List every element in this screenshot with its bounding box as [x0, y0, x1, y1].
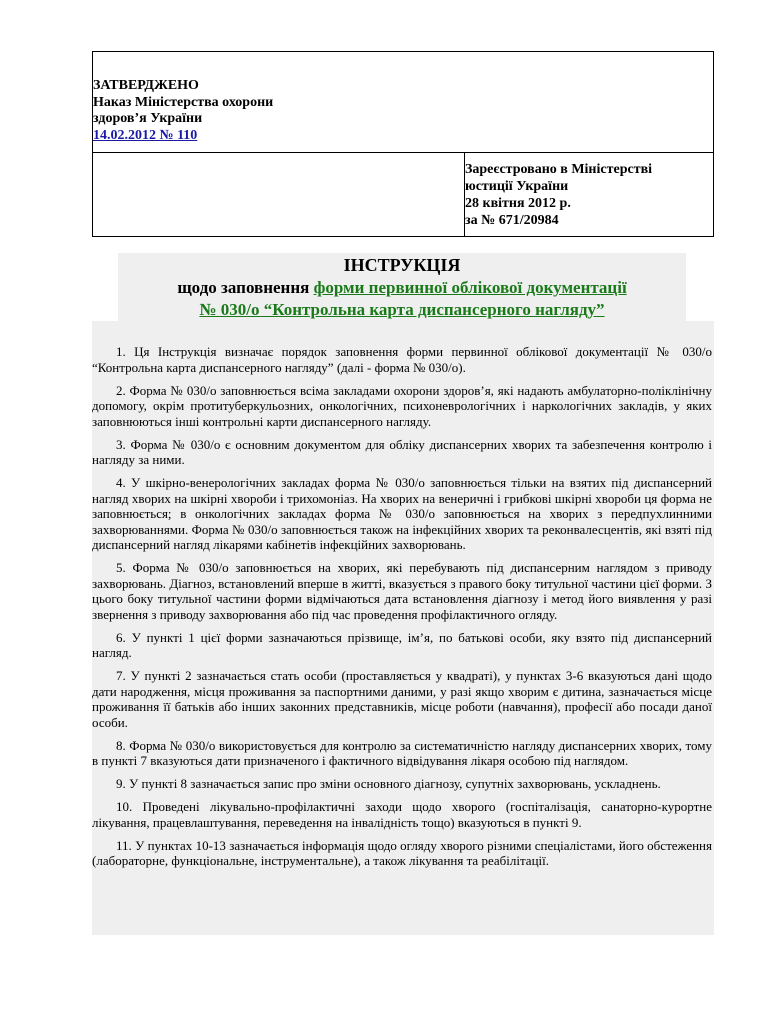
approved-issuer-line1: Наказ Міністерства охорони: [93, 94, 274, 110]
registered-line2: юстиції України: [465, 179, 569, 194]
empty-cell: [93, 153, 465, 236]
document-title: [118, 253, 686, 323]
paragraph-2: 2. Форма № 030/о заповнюється всіма закладами охорони здоров’я, які надають амбулаторно-поліклінічну допомогу, окрім протитуберкульозних, онкологічних, психоневрологічних і наркологічних закладів, у яких заповнюються інші контрольні карти диспансерного нагляду.: [92, 382, 712, 429]
approval-cell: [93, 52, 713, 153]
paragraph-6: 6. У пункті 1 цієї форми зазначаються прізвище, ім’я, по батькові особи, яку взято під диспансерний нагляд.: [92, 629, 712, 660]
paragraph-8: 8. Форма № 030/о використовується для контролю за систематичністю нагляду диспансерних хворих, тому в пункті 7 вказуються дати призначеного і фактичного відвідування лікаря особою під наглядом.: [92, 737, 712, 768]
registration-stamp: [465, 161, 652, 229]
paragraph-3: 3. Форма № 030/о є основним документом для обліку диспансерних хворих та забезпечення контролю і нагляду за ними.: [92, 436, 712, 467]
approval-stamp: [93, 78, 273, 144]
paragraph-4: 4. У шкірно-венерологічних закладах форма № 030/о заповнюється тільки на взятих під диспансерний нагляд хворих на шкірні хвороби і трихомоніаз. На хворих на венеричні і грибкові шкірні хвороби ця форма не заповнюється; в онкологічних закладах форма № 030/о заповнюється на хворих з передпухлинними захворюваннями. Форма № 030/о заповнюється також на інфекційних хворих та реконвалесцентів, які взяті під диспансерний нагляд лікарями кабінетів інфекційних захворювань.: [92, 475, 712, 552]
instruction-body: [92, 321, 714, 935]
registered-line3: 28 квітня 2012 р.: [465, 196, 571, 211]
paragraph-1: 1. Ця Інструкція визначає порядок заповнення форми первинної облікової документації № 030/о “Контрольна карта диспансерного нагляду” (далі - форма № 030/о).: [92, 344, 712, 375]
paragraph-5: 5. Форма № 030/о заповнюється на хворих, які перебувають під диспансерним наглядом з приводу захворювань. Діагноз, встановлений вперше в житті, вказується з правого боку титульної частини цієї форми. З цього боку титульної частини форми відмічаються дата встановлення діагнозу і метод його виявлення у разі звернення з приводу захворювання або під час проведення профілактичного огляду.: [92, 560, 712, 622]
paragraph-11: 11. У пунктах 10-13 зазначається інформація щодо огляду хворого різними спеціалістами, його обстеження (лабораторне, функціональне, інструментальне), а також лікування та реабілітації.: [92, 837, 712, 868]
paragraph-10: 10. Проведені лікувально-профілактичні заходи щодо хворого (госпіталізація, санаторно-курортне лікування, працевлаштування, переведення на інвалідність тощо) вказуються в пункті 9.: [92, 799, 712, 830]
approved-issuer-line2: здоров’я України: [93, 111, 203, 126]
title-line2: [118, 277, 686, 299]
paragraph-7: 7. У пункті 2 зазначається стать особи (проставляється у квадраті), у пунктах 3-6 вказуються дані щодо дати народження, місця проживання за паспортними даними, у разі якщо хворим є дитина, зазначається місце проживання її батьків або інших законних представників, місце роботи (навчання), професії або посади даної особи.: [92, 668, 712, 730]
header-table: [92, 51, 714, 237]
registered-line4: за № 671/20984: [465, 213, 559, 228]
form-link-line2[interactable]: № 030/о “Контрольна карта диспансерного нагляду”: [199, 300, 605, 319]
registered-line1: Зареєстровано в Міністерстві: [465, 162, 653, 177]
order-link[interactable]: 14.02.2012 № 110: [93, 127, 198, 143]
title-line3: [118, 299, 686, 321]
paragraph-9: 9. У пункті 8 зазначається запис про зміни основного діагнозу, супутніх захворювань, ускладнень.: [116, 776, 661, 791]
approved-title: ЗАТВЕРДЖЕНО: [93, 78, 199, 93]
title-prefix: щодо заповнення: [177, 278, 314, 297]
form-link-line1[interactable]: форми первинної облікової документації: [313, 278, 627, 297]
title-main: ІНСТРУКЦІЯ: [343, 255, 461, 275]
